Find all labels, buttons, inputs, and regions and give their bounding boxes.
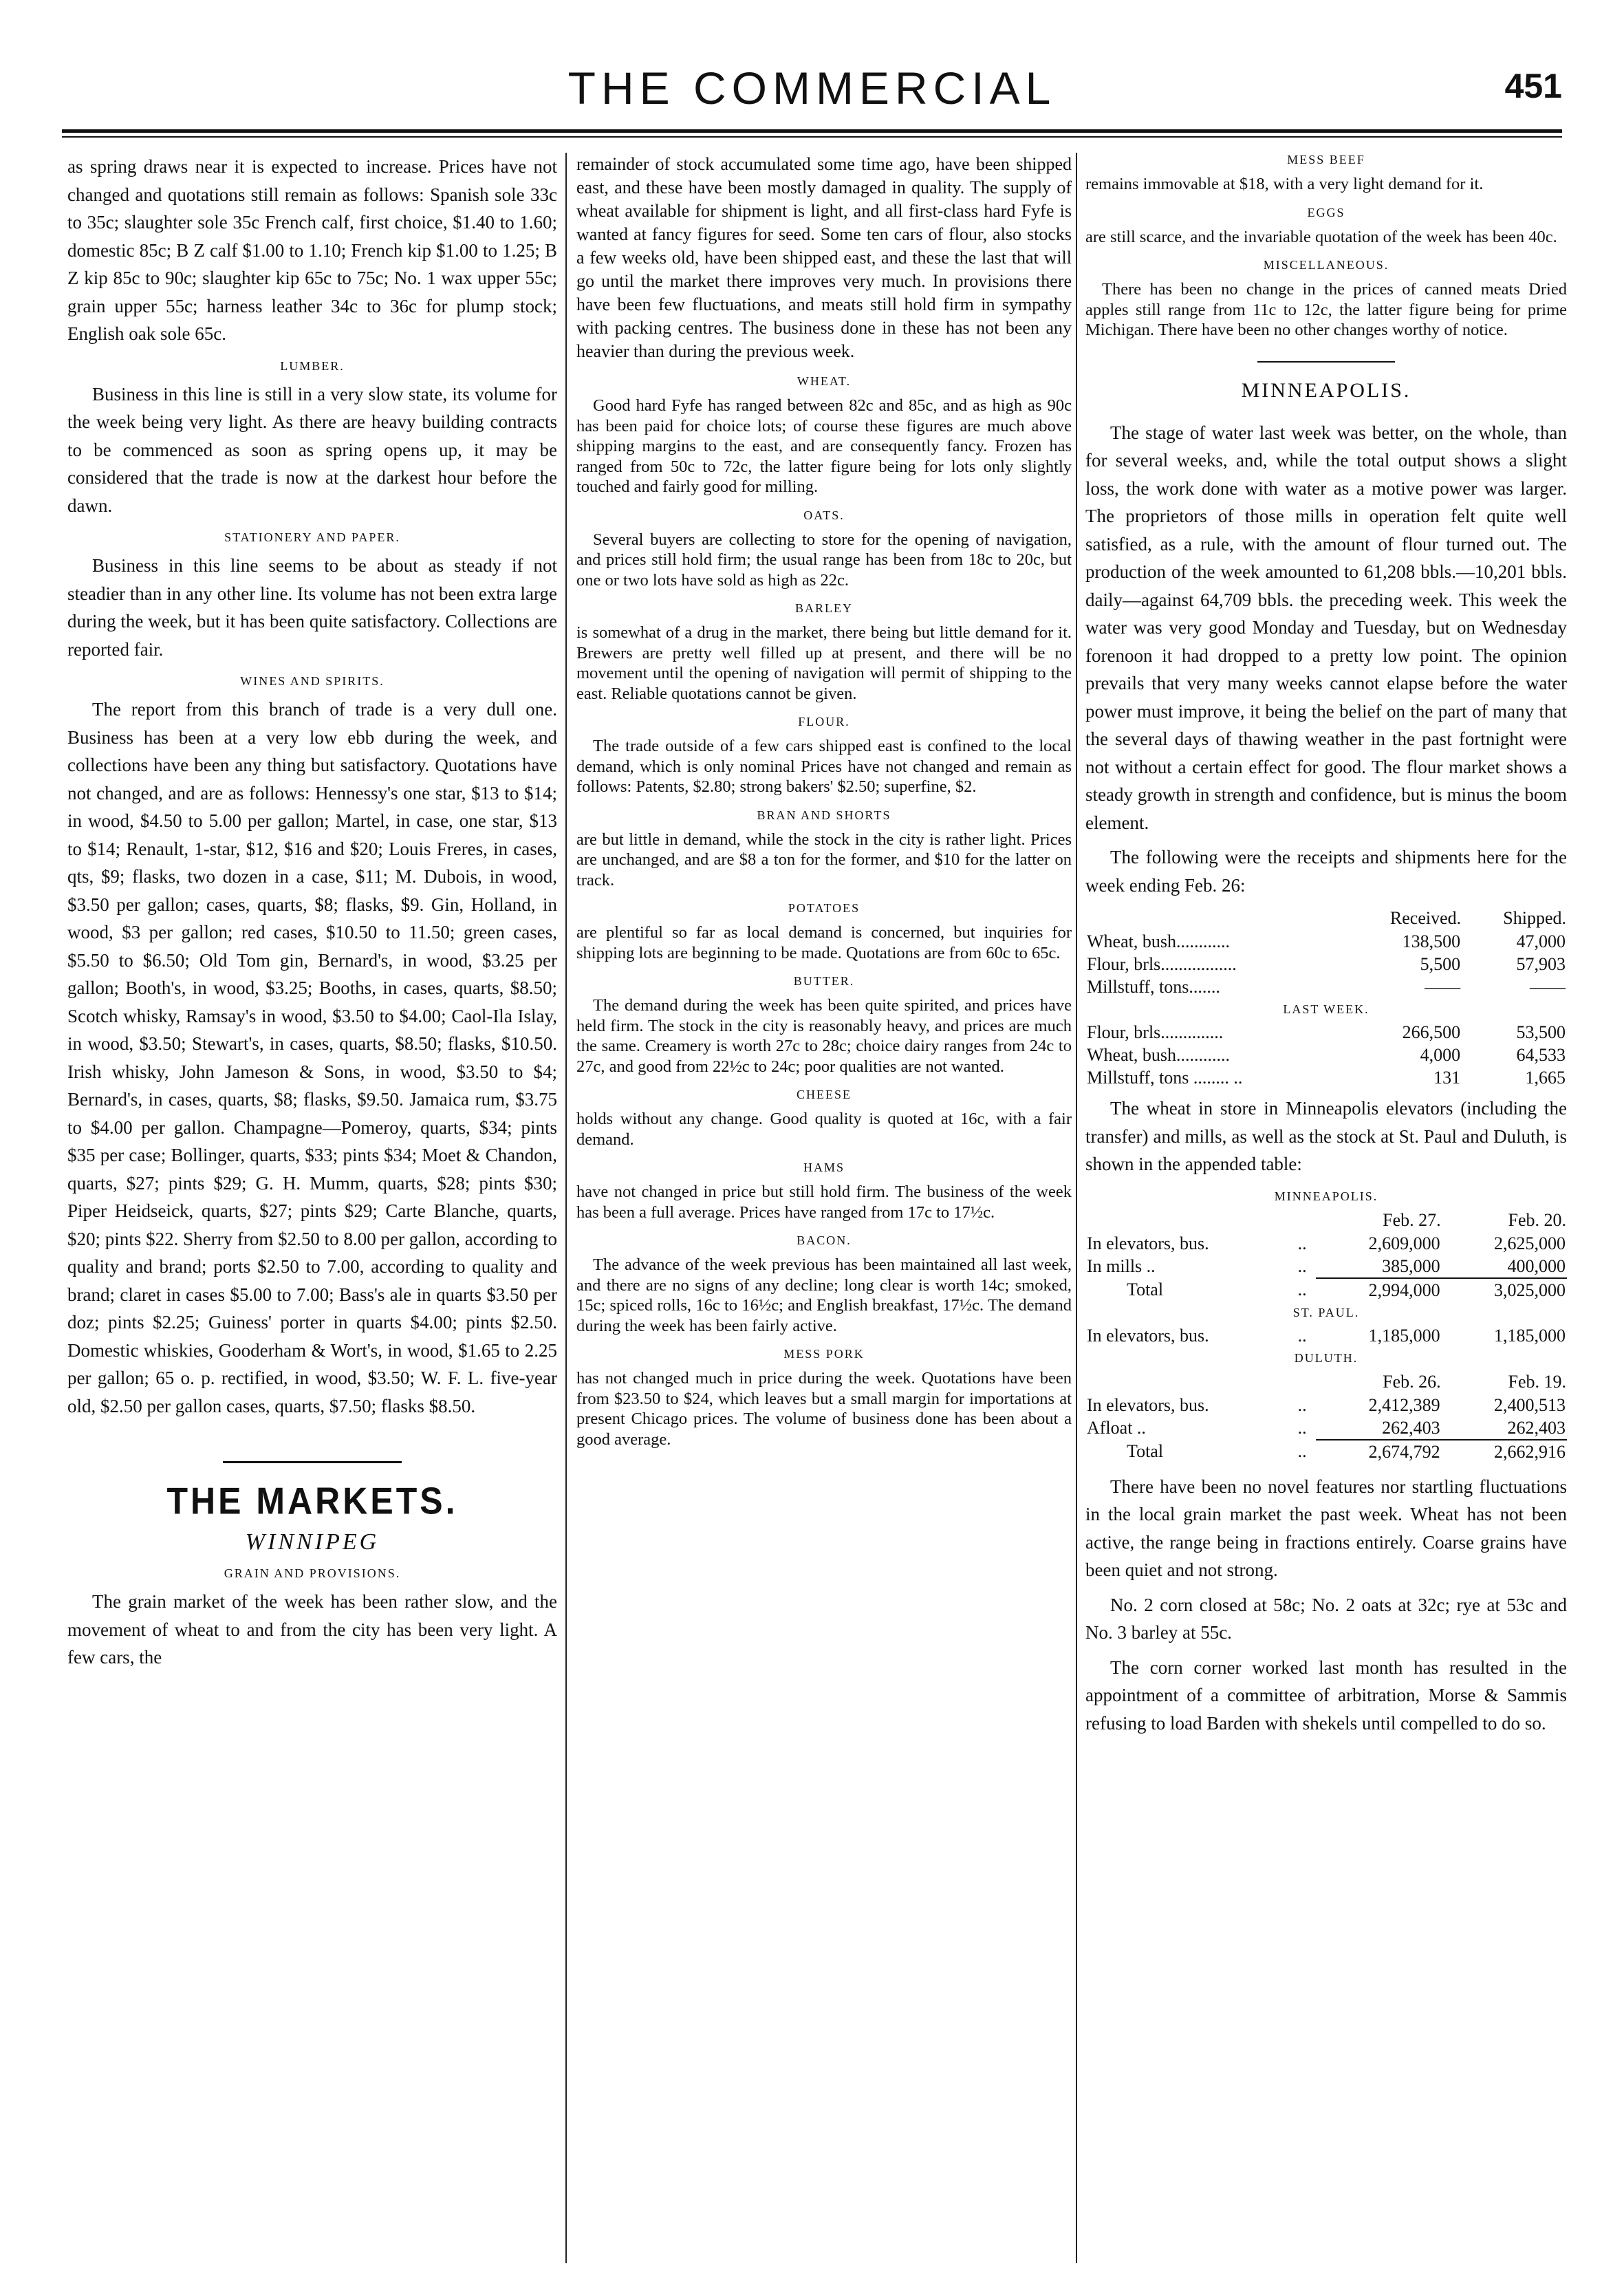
column-2: [576, 153, 1072, 2256]
header-rule-thin: [62, 136, 1562, 138]
table-row: In elevators, bus. .. 2,609,000 2,625,000: [1087, 1233, 1566, 1253]
elevators-table: MINNEAPOLIS. Feb. 27. Feb. 20. In elevators, bus. .. 2,609,000 2,625,000 In mills .. .. 385,000 400,000 Total .. 2,994,000 3,025,000 ST. PAUL. In elevators, bus. .. 1,185,000 1,185,000 DULUTH. Feb. 26. Feb. 19. In elevators, bus. .. 2,412,389 2,400,513 Afloat .. .. 262,403 262,403 Total .. 2,674,792 2,662,916: [1085, 1185, 1567, 1463]
column-divider: [1076, 153, 1077, 2263]
winnipeg-heading: WINNIPEG: [245, 1529, 380, 1555]
cheese-heading: CHEESE: [796, 1088, 852, 1101]
column-1: [67, 153, 557, 2256]
cheese-paragraph: holds without any change. Good quality is quoted at 16c, with a fair demand.: [576, 1110, 1072, 1149]
potatoes-heading: POTATOES: [788, 901, 860, 915]
total-row: Total .. 2,994,000 3,025,000: [1085, 1278, 1567, 1302]
page-number: 451: [1504, 67, 1562, 105]
bran-paragraph: are but little in demand, while the stock in the city is rather light. Prices are unchanged, and are $8 a ton for the former, and $10 for the latter on track.: [576, 830, 1072, 889]
st-paul-subhead: ST. PAUL.: [1292, 1305, 1360, 1319]
eggs-paragraph: are still scarce, and the invariable quotation of the week has been 40c.: [1085, 227, 1557, 246]
wheat-paragraph: Good hard Fyfe has ranged between 82c and 85c, and as high as 90c has been paid for choice lots; of course these figures are much above shipping margins to the east, and are consequently fancy. Frozen has ranged from 50c to 72c, the latter figure being for lots only slightly touched and fairly good for milling.: [576, 396, 1072, 496]
minneapolis-subhead: MINNEAPOLIS.: [1274, 1189, 1378, 1203]
mess-beef-paragraph: remains immovable at $18, with a very light demand for it.: [1085, 175, 1484, 193]
table-row: Afloat .. .. 262,403 262,403: [1087, 1417, 1566, 1438]
wines-paragraph: The report from this branch of trade is a very dull one. Business has been at a very low ebb during the week, and collections have been any thing but satisfactory. Quotations have not changed, and are as follows: Hennessy's one star, $13 to $14; in wood, $4.50 to 5.00 per gallon; Martel, in case, one star, $13 to $14; Renault, 1-star, $12, $16 and $20; Louis Freres, in cases, qts, $9; flasks, two dozen in a case, $11; M. Dubois, in wood, $3.50 per gallon; cases, quarts, $8; flasks, $9. Gin, Holland, in wood, $3 per gallon; red cases, $10.50 to 11.50; green cases, $5.50 to $6.50; Old Tom gin, Bernard's, in wood, $3.25 per gallon; Booth's, in wood, $3.25; Booths, in cases, quarts, $8.50; Scotch whisky, Ramsay's in wood, $3.50 to $4.00; Caol-Ila Islay, in wood, $3.50; Stewart's, in cases, quarts, $8.50; flasks, $10.50. Irish whisky, John Jameson & Sons, in wood, $3.50 to $4; Bernard's, in cases, quarts, $8; flasks, $9.50. Jamaica rum, $3.75 to $4.00 per gallon. Champagne—Pomeroy, quarts, $34; pints $35 per case; Bollinger, quarts, $33; pints $34; Moet & Chandon, quarts, $27; pints $29; G. H. Mumm, quarts, $28; pints $30; Piper Heidseick, quarts, $27; pints $29; Carte Blanche, quarts, $20; pints $22. Sherry from $2.50 to 8.00 per gallon, according to quality and brand; ports $2.50 to 7.00, according to quality and brand; claret in cases $5.00 to 7.00; Bass's ale in quarts $3.50 per doz; pints $2.25; Guiness' porter in quarts $4.00; pints $2.50. Domestic whiskies, Gooderham & Wort's, in wood, $1.65 to 2.25 per gallon; 65 o. p. rectified, in wood, $3.50; W. F. L. five-year old, $2.50 per gallon cases, quarts, $7.50; flasks $8.50.: [67, 699, 557, 1416]
section-rule: [1257, 361, 1395, 363]
corn-oats-paragraph: No. 2 corn closed at 58c; No. 2 oats at 32c; rye at 53c and No. 3 barley at 55c.: [1085, 1594, 1567, 1643]
lumber-paragraph: Business in this line is still in a very slow state, its volume for the week being very light. As there are heavy building contracts to be commenced as soon as spring opens up, it may be considered that the trade is now at the darkest hour before the dawn.: [67, 383, 557, 516]
wines-heading: WINES AND SPIRITS.: [240, 674, 385, 688]
stationery-heading: STATIONERY AND PAPER.: [224, 530, 400, 544]
mess-pork-heading: MESS PORK: [783, 1347, 865, 1361]
table-row: Millstuff, tons....... —— ——: [1087, 977, 1566, 997]
misc-heading: MISCELLANEOUS.: [1263, 258, 1389, 272]
oats-paragraph: Several buyers are collecting to store for the opening of navigation, and prices still hold firm; the usual range has been from 18c to 20c, but one or two lots have sold as high as 22c.: [576, 530, 1072, 590]
grain-paragraph: The grain market of the week has been rather slow, and the movement of wheat to and from the city has been very light. A few cars, the: [67, 1591, 557, 1668]
market-paragraph: There have been no novel features nor startling fluctuations in the local grain market the past week. Wheat has not been active, the range being in fractions entirely. Coarse grains have been quiet and not strong.: [1085, 1476, 1567, 1580]
last-week-heading: LAST WEEK.: [1283, 1002, 1369, 1016]
bran-heading: BRAN AND SHORTS: [757, 808, 891, 822]
barley-heading: BARLEY: [795, 601, 853, 615]
hams-paragraph: have not changed in price but still hold firm. The business of the week has been a full average. Prices have ranged from 17c to 17½c.: [576, 1183, 1072, 1222]
eggs-heading: EGGS: [1307, 205, 1345, 219]
elevators-intro: The wheat in store in Minneapolis elevators (including the transfer) and mills, as well as the stock at St. Paul and Duluth, is shown in the appended table:: [1085, 1098, 1567, 1174]
bacon-heading: BACON.: [797, 1233, 852, 1247]
column-divider: [565, 153, 567, 2263]
misc-paragraph: There has been no change in the prices of canned meats Dried apples still range from 11c to 12c, the latter figure being for prime Michigan. There have been no other changes worthy of notice.: [1085, 280, 1567, 339]
table-row: Millstuff, tons ........ .. 131 1,665: [1087, 1068, 1566, 1088]
stationery-paragraph: Business in this line seems to be about as steady if not steadier than in any other line. Its volume has not been extra large during the week, but it has been quite satisfactory. Collections are reported fair.: [67, 555, 557, 660]
table-row: Wheat, bush............ 138,500 47,000: [1087, 931, 1566, 951]
oats-heading: OATS.: [803, 508, 845, 522]
flour-heading: FLOUR.: [798, 715, 850, 729]
table-row: In elevators, bus. .. 2,412,389 2,400,513: [1087, 1394, 1566, 1415]
leather-paragraph: as spring draws near it is expected to increase. Prices have not changed and quotations still remain as follows: Spanish sole 33c to 35c; slaughter sole 35c French calf, first choice, $1.40 to 1.60; domestic 85c; B Z calf $1.00 to 1.10; French kip $1.00 to 1.25; B Z kip 85c to 90c; slaughter kip 65c to 75c; No. 1 wax upper 55c; grain upper 55c; harness leather 34c to 36c for plump stock; English oak sole 65c.: [67, 156, 557, 344]
table-row: Flour, brls................. 5,500 57,903: [1087, 954, 1566, 974]
table-row: Flour, brls.............. 266,500 53,500: [1087, 1022, 1566, 1042]
barley-paragraph: is somewhat of a drug in the market, there being but little demand for it. Brewers are pretty well filled up at present, and there will be no movement until the opening of navigation will permit of shipping to the east. Reliable quotations cannot be given.: [576, 623, 1072, 703]
mess-pork-paragraph: has not changed much in price during the week. Quotations have been from $23.50 to $24, which leaves but a small margin for importations at present Chicago prices. The volume of business done has been about a good average.: [576, 1369, 1072, 1449]
potatoes-paragraph: are plentiful so far as local demand is concerned, but inquiries for shipping lots are beginning to be made. Quotations are from 60c to 65c.: [576, 923, 1072, 962]
bacon-paragraph: The advance of the week previous has been maintained all last week, and there are no signs of any decline; long clear is worth 14c; smoked, 15c; spiced rolls, 16c to 16½c; and English breakfast, 17½c. The demand during the week has been fairly active.: [576, 1255, 1072, 1335]
table-row: In mills .. .. 385,000 400,000: [1087, 1255, 1566, 1276]
publication-title: THE COMMERCIAL: [567, 63, 1057, 114]
col-shipped: Shipped.: [1503, 908, 1566, 928]
markets-heading: THE MARKETS.: [166, 1480, 458, 1522]
column-3: [1085, 153, 1567, 2256]
mess-beef-heading: MESS BEEF: [1287, 153, 1365, 166]
lumber-heading: LUMBER.: [280, 358, 345, 373]
minneapolis-paragraph: The stage of water last week was better, on the whole, than for several weeks, and, while the total output shows a slight loss, the work done with water as a motive power was larger. The proprietors of those mills in operation felt quite well satisfied, as a rule, with the amount of flour turned out. The production of the week amounted to 61,208 bbls.—10,201 bbls. daily—against 64,709 bbls. the preceding week. This week the water was very good Monday and Tuesday, but on Wednesday forenoon it had dropped to a pretty low point. The opinion prevails that very many weeks cannot elapse before the water power must improve, it being the belief on the part of many that the several days of thawing weather in the past fortnight were not without a certain effect for good. The flour market shows a steady growth in strength and confidence, but is minus the boom element.: [1085, 422, 1567, 833]
receipts-table: [1085, 906, 1567, 1089]
table-row: In elevators, bus. .. 1,185,000 1,185,000: [1087, 1325, 1566, 1346]
butter-paragraph: The demand during the week has been quite spirited, and prices have held firm. The stock in the city is reasonably heavy, and prices are much the same. Creamery is worth 27c to 28c; choice dairy ranges from 24c to 27c, and good from 22½c to 24c; poor qualities are not wanted.: [576, 996, 1072, 1076]
masthead: [62, 41, 1562, 124]
receipts-intro: The following were the receipts and shipments here for the week ending Feb. 26:: [1085, 847, 1567, 896]
grain-heading: GRAIN AND PROVISIONS.: [224, 1566, 401, 1580]
wheat-heading: WHEAT.: [797, 374, 852, 388]
total-row: Total .. 2,674,792 2,662,916: [1085, 1440, 1567, 1463]
section-rule: [223, 1461, 402, 1463]
flour-paragraph: The trade outside of a few cars shipped east is confined to the local demand, which is only nominal Prices have not changed and remain as follows: Patents, $2.80; strong bakers' $2.50; superfine, $2.: [576, 737, 1072, 796]
corn-corner-paragraph: The corn corner worked last month has resulted in the appointment of a committee of arbitration, Morse & Sammis refusing to load Barden with shekels until compelled to do so.: [1085, 1657, 1567, 1734]
provisions-paragraph: remainder of stock accumulated some time ago, have been shipped east, and these have been mostly damaged in quality. The supply of wheat available for shipment is light, and all first-class hard Fyfe is wanted at fancy figures for seed. Some ten cars of flour, also stocks a few weeks old, have been shipped east, and these the last that will go until the market there improves very much. In provisions there have been few fluctuations, and meats still hold firm in sympathy with packing centres. The business done in these has not been any heavier than during the previous week.: [576, 154, 1072, 361]
butter-heading: BUTTER.: [793, 974, 855, 988]
hams-heading: HAMS: [803, 1161, 845, 1174]
col-received: Received.: [1389, 908, 1462, 928]
table-row: Wheat, bush............ 4,000 64,533: [1087, 1045, 1566, 1065]
minneapolis-heading: MINNEAPOLIS.: [1241, 378, 1411, 402]
duluth-subhead: DULUTH.: [1294, 1350, 1358, 1365]
header-rule: [62, 129, 1562, 133]
